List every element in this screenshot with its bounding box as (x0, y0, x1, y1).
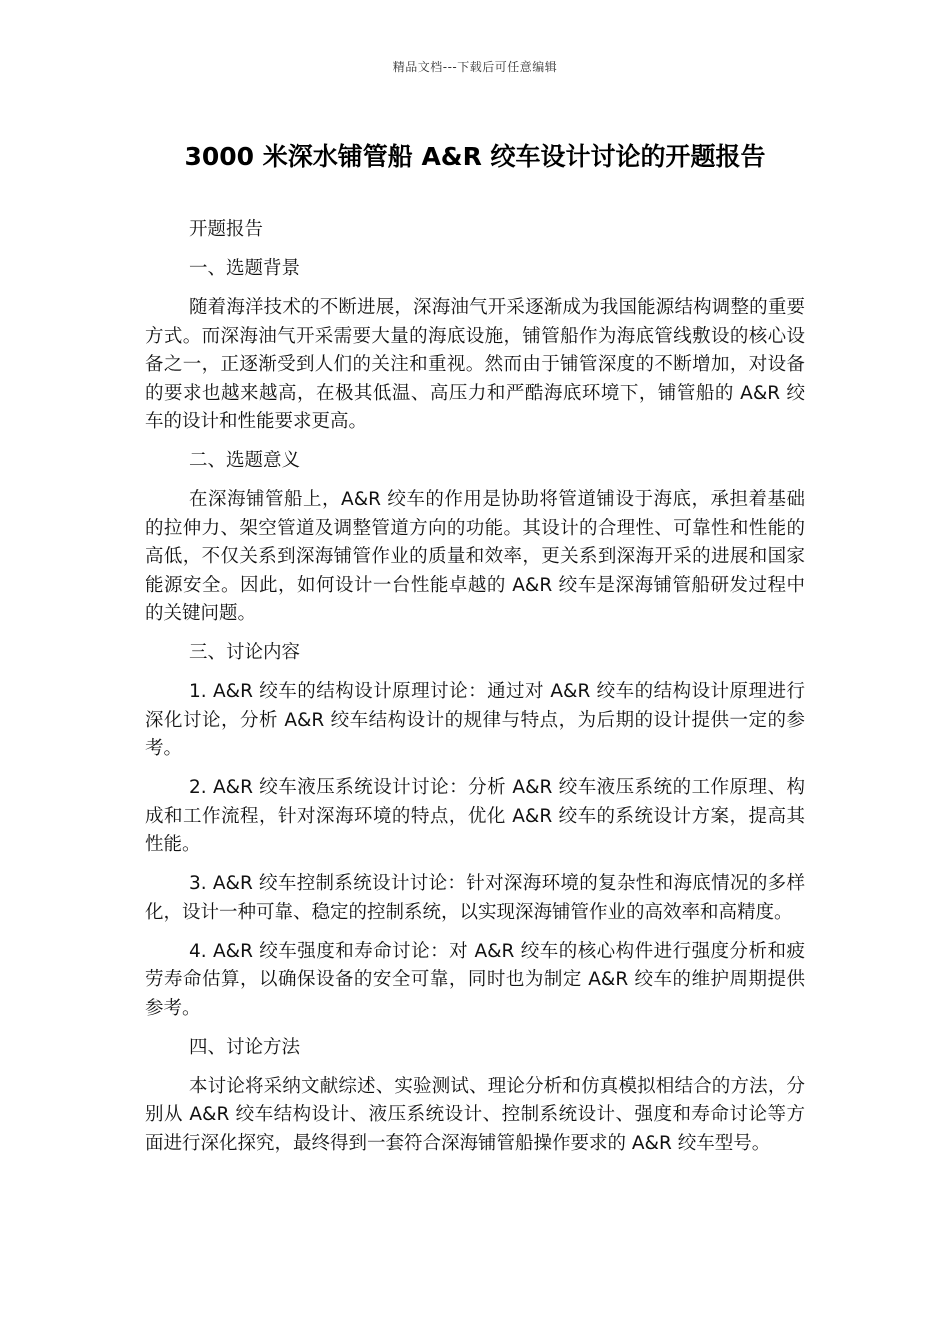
list-item: 2. A&R 绞车液压系统设计讨论：分析 A&R 绞车液压系统的工作原理、构成和工作流程，针对深海环境的特点，优化 A&R 绞车的系统设计方案，提高其性能。 (145, 777, 805, 855)
section-heading: 四、讨论方法 (189, 1036, 301, 1058)
section-heading: 二、选题意义 (189, 450, 301, 471)
document-body (145, 216, 805, 1169)
list-item: 1. A&R 绞车的结构设计原理讨论：通过对 A&R 绞车的结构设计原理进行深化讨论，分析 A&R 绞车结构设计的规律与特点，为后期的设计提供一定的参考。 (145, 681, 805, 759)
list-item: 3. A&R 绞车控制系统设计讨论：针对深海环境的复杂性和海底情况的多样化，设计一种可靠、稳定的控制系统，以实现深海铺管作业的高效率和高精度。 (145, 873, 805, 923)
body-paragraph: 随着海洋技术的不断进展，深海油气开采逐渐成为我国能源结构调整的重要方式。而深海油气开采需要大量的海底设施，铺管船作为海底管线敷设的核心设备之一，正逐渐受到人们的关注和重视。然而由于铺管深度的不断增加，对设备的要求也越来越高，在极其低温、高压力和严酷海底环境下，铺管船的 A&R 绞车的设计和性能要求更高。 (145, 297, 805, 432)
section-heading: 一、选题背景 (189, 258, 301, 279)
page-header: 精品文档---下载后可任意编辑 (392, 60, 558, 74)
document-title: 3000 米深水铺管船 A&R 绞车设计讨论的开题报告 (184, 142, 766, 171)
section-heading: 三、讨论内容 (189, 642, 301, 663)
body-paragraph: 本讨论将采纳文献综述、实验测试、理论分析和仿真模拟相结合的方法，分别从 A&R 绞车结构设计、液压系统设计、控制系统设计、强度和寿命讨论等方面进行深化探究，最终得到一套符合深海铺管船操作要求的 A&R 绞车型号。 (145, 1075, 805, 1154)
list-item: 4. A&R 绞车强度和寿命讨论：对 A&R 绞车的核心构件进行强度分析和疲劳寿命估算，以确保设备的安全可靠，同时也为制定 A&R 绞车的维护周期提供参考。 (145, 940, 805, 1019)
body-paragraph: 在深海铺管船上，A&R 绞车的作用是协助将管道铺设于海底，承担着基础的拉伸力、架空管道及调整管道方向的功能。其设计的合理性、可靠性和性能的高低，不仅关系到深海铺管作业的质量和效率，更关系到深海开采的进展和国家能源安全。因此，如何设计一台性能卓越的 A&R 绞车是深海铺管船研发过程中的关键问题。 (145, 489, 805, 624)
section-heading: 开题报告 (189, 219, 264, 240)
